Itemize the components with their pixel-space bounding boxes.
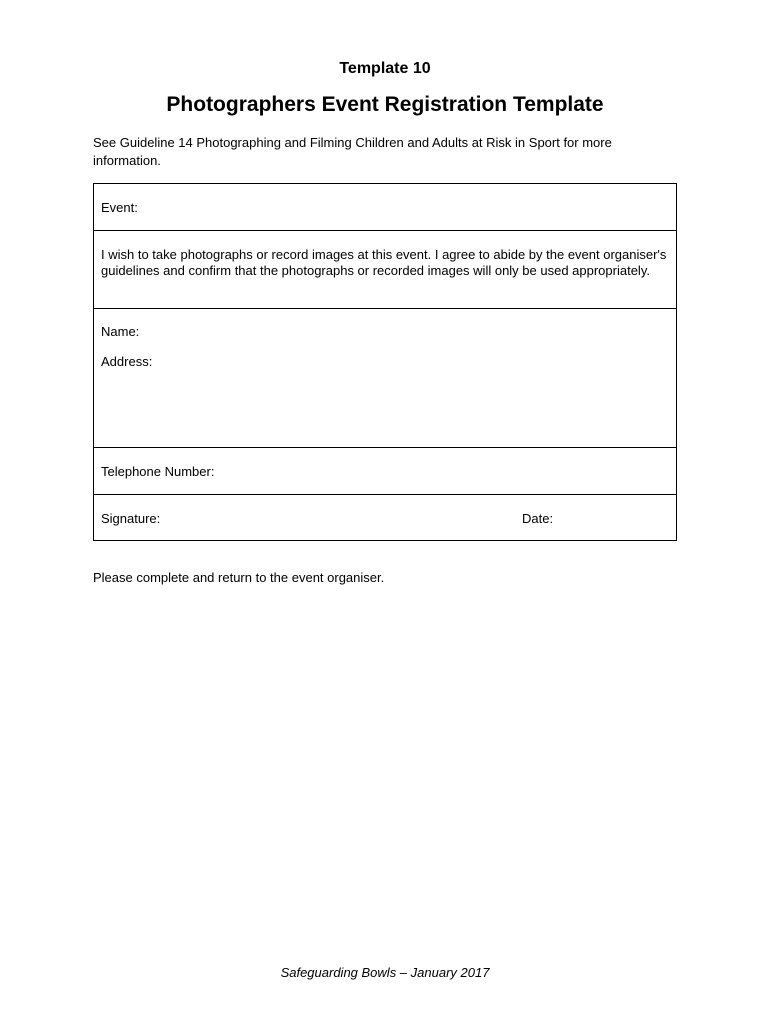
registration-form-table — [93, 183, 677, 541]
name-label: Name: — [101, 324, 140, 339]
telephone-row[interactable] — [94, 448, 676, 495]
event-label: Event: — [101, 200, 138, 215]
event-row[interactable] — [94, 184, 676, 231]
address-label: Address: — [101, 354, 153, 369]
consent-row — [94, 231, 676, 309]
page-footer: Safeguarding Bowls – January 2017 — [280, 965, 490, 980]
signature-date-row[interactable] — [94, 495, 676, 540]
date-label: Date: — [522, 511, 554, 526]
return-instructions: Please complete and return to the event organiser. — [93, 570, 385, 585]
telephone-label: Telephone Number: — [101, 464, 215, 479]
intro-paragraph: See Guideline 14 Photographing and Filming Children and Adults at Risk in Sport for more information. — [93, 135, 612, 168]
signature-label: Signature: — [101, 511, 161, 526]
name-address-row[interactable] — [94, 309, 676, 448]
consent-statement: I wish to take photographs or record images at this event. I agree to abide by the event organiser's guidelines and confirm that the photographs or recorded images will only be used appropriately. — [101, 247, 667, 278]
page-title: Photographers Event Registration Template — [166, 93, 604, 116]
template-number-label: Template 10 — [339, 60, 431, 77]
